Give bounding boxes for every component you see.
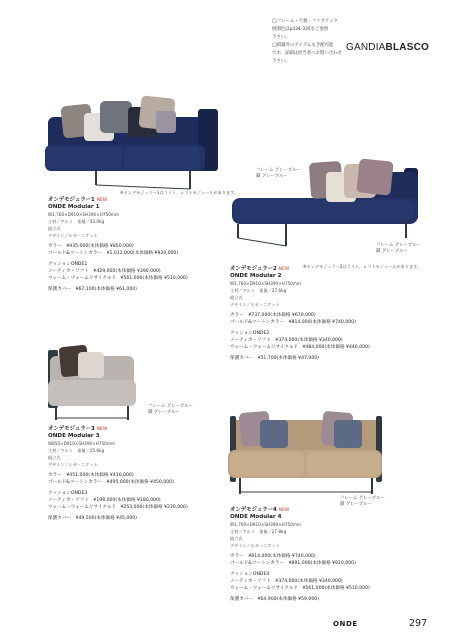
- name-jp-text: オンデモジュラー3: [48, 426, 95, 432]
- new-badge: NEW: [278, 508, 290, 513]
- cushion-line: ノーティカ・ソフト ¥374,000(本体価格 ¥340,000): [230, 579, 343, 584]
- designer: デザイン／ルカ・ニケット: [48, 233, 98, 238]
- sofa-modular-2-image: [226, 158, 421, 253]
- product-name-en: ONDE Modular 3: [48, 433, 100, 439]
- new-badge: NEW: [278, 267, 290, 272]
- leg-label: 脚 グレーブルー: [148, 410, 180, 415]
- product-name-en: ONDE Modular 2: [230, 273, 282, 279]
- price-line: ゴールド&ツートンカラー ¥1,012,000(本体価格 ¥920,000): [48, 251, 179, 256]
- frame-label: フレーム グレーブルー: [148, 404, 193, 409]
- dimensions: W1,700×D910×SH390×H750mm: [230, 522, 301, 527]
- cushion-line: ウォーム・ウォームリサイクルド ¥253,000(本体価格 ¥230,000): [48, 505, 188, 510]
- leg-label: 脚 グレーブルー: [376, 249, 408, 254]
- name-jp-text: オンデモジュラー1: [48, 197, 95, 203]
- note-line: ◯掲載外のアイテムも手配可能: [272, 43, 334, 48]
- designer: デザイン／ルカ・ニケット: [230, 543, 280, 548]
- name-jp-text: オンデモジュラー2: [230, 266, 277, 272]
- leg-label: 脚 グレーブルー: [256, 174, 288, 179]
- notes-block: [272, 18, 354, 66]
- price-line: カラー ¥814,000(本体価格 ¥740,000): [230, 554, 316, 559]
- caption-modular-1: ※オンデモジュラー1はライト、レフトモジュールがあります。: [120, 190, 239, 195]
- note-line: です。詳細は担当者へお問い合わせ: [272, 51, 342, 56]
- brand-bold: BLASCO: [385, 42, 429, 53]
- sofa-modular-1-image: [40, 95, 225, 195]
- price-line: ゴールド&ツートンカラー ¥814,000(本体価格 ¥740,000): [230, 320, 356, 325]
- assembly: 組立式: [230, 536, 243, 541]
- cushion-line: ウォーム・ウォームリサイクルド ¥561,000(本体価格 ¥510,000): [48, 276, 188, 281]
- cover-price: 保護カバー ¥49,500(本体価格 ¥45,000): [48, 516, 137, 521]
- material: 主材／アルミ 重量／15.6kg: [48, 448, 105, 453]
- price-line: カラー ¥737,000(本体価格 ¥670,000): [230, 313, 316, 318]
- product-name-jp: [48, 197, 188, 204]
- price-line: ゴールド&ツートンカラー ¥891,000(本体価格 ¥810,000): [230, 561, 356, 566]
- brand-light: GANDIA: [346, 42, 386, 53]
- dimensions: W850×D910×SH390×H750mm: [48, 441, 115, 446]
- cushion-title: クッションONDE1: [48, 262, 88, 267]
- price-line: カラー ¥935,000(本体価格 ¥850,000): [48, 244, 134, 249]
- product-name-jp: [230, 266, 370, 273]
- assembly: 組立式: [230, 295, 243, 300]
- leg-label: 脚 グレーブルー: [340, 502, 372, 507]
- price-line: ゴールド&ツートンカラー ¥495,000(本体価格 ¥450,000): [48, 480, 174, 485]
- frame-label: フレーム グレーブルー: [376, 243, 421, 248]
- sofa-modular-4-image: [226, 406, 386, 502]
- footer-section-title: ONDE: [333, 620, 358, 628]
- name-jp-text: オンデモジュラー4: [230, 507, 277, 513]
- designer: デザイン／ルカ・ニケット: [48, 462, 98, 467]
- product-name-en: ONDE Modular 1: [48, 204, 100, 210]
- product-name-jp: [48, 426, 188, 433]
- cushion-title: クッションONDE3: [48, 491, 88, 496]
- frame-label: フレーム グレーブルー: [340, 496, 385, 501]
- price-line: カラー ¥451,000(本体価格 ¥410,000): [48, 473, 134, 478]
- material: 主材／アルミ 重量／33.0kg: [48, 219, 105, 224]
- caption-modular-2: ※オンデモジュラー2はライト、レフトモジュールがあります。: [303, 264, 422, 269]
- dimensions: W1,760×D910×SH390×H750mm: [230, 281, 301, 286]
- note-line: 下さい。: [272, 59, 290, 64]
- cushion-title: クッションONDE2: [230, 331, 270, 336]
- cover-price: 保護カバー ¥64,900(本体価格 ¥59,000): [230, 597, 319, 602]
- page-number: 297: [409, 618, 428, 629]
- cover-price: 保護カバー ¥67,100(本体価格 ¥61,000): [48, 287, 137, 292]
- assembly: 組立式: [48, 455, 61, 460]
- cover-price: 保護カバー ¥51,700(本体価格 ¥47,000): [230, 356, 319, 361]
- frame-labels-3: [148, 404, 193, 416]
- product-name-jp: [230, 507, 370, 514]
- spec-modular-3: [48, 426, 188, 522]
- cushion-line: ノーティカ・ソフト ¥198,000(本体価格 ¥180,000): [48, 498, 161, 503]
- note-line: 下さい。: [272, 35, 290, 40]
- cushion-line: ウォーム・ウォームリサイクルド ¥484,000(本体価格 ¥440,000): [230, 345, 370, 350]
- cushion-line: ウォーム・ウォームリサイクルド ¥561,000(本体価格 ¥510,000): [230, 586, 370, 591]
- material: 主材／アルミ 重量／27.8kg: [230, 529, 287, 534]
- product-name-en: ONDE Modular 4: [230, 514, 282, 520]
- cushion-line: ノーティカ・ソフト ¥374,000(本体価格 ¥340,000): [230, 338, 343, 343]
- spec-modular-4: [230, 507, 370, 603]
- cushion-title: クッションONDE4: [230, 572, 270, 577]
- note-line: 展開色はp334-335をご参照: [272, 27, 329, 32]
- frame-labels-2: [376, 243, 421, 255]
- note-line: ◯フレーム・天板・ファブリック: [272, 19, 338, 24]
- designer: デザイン／ルカ・ニケット: [230, 302, 280, 307]
- assembly: 組立式: [48, 226, 61, 231]
- cushion-line: ノーティカ・ソフト ¥429,000(本体価格 ¥390,000): [48, 269, 161, 274]
- spec-modular-1: [48, 197, 188, 293]
- spec-modular-2: [230, 266, 370, 362]
- dimensions: W1,760×D910×SH390×H750mm: [48, 212, 119, 217]
- material: 主材／アルミ 重量／27.6kg: [230, 288, 287, 293]
- frame-label: フレーム グレーブルー: [256, 168, 301, 173]
- sofa-modular-3-image: [44, 340, 140, 424]
- new-badge: NEW: [96, 198, 108, 203]
- brand-logo: [346, 42, 429, 53]
- new-badge: NEW: [96, 427, 108, 432]
